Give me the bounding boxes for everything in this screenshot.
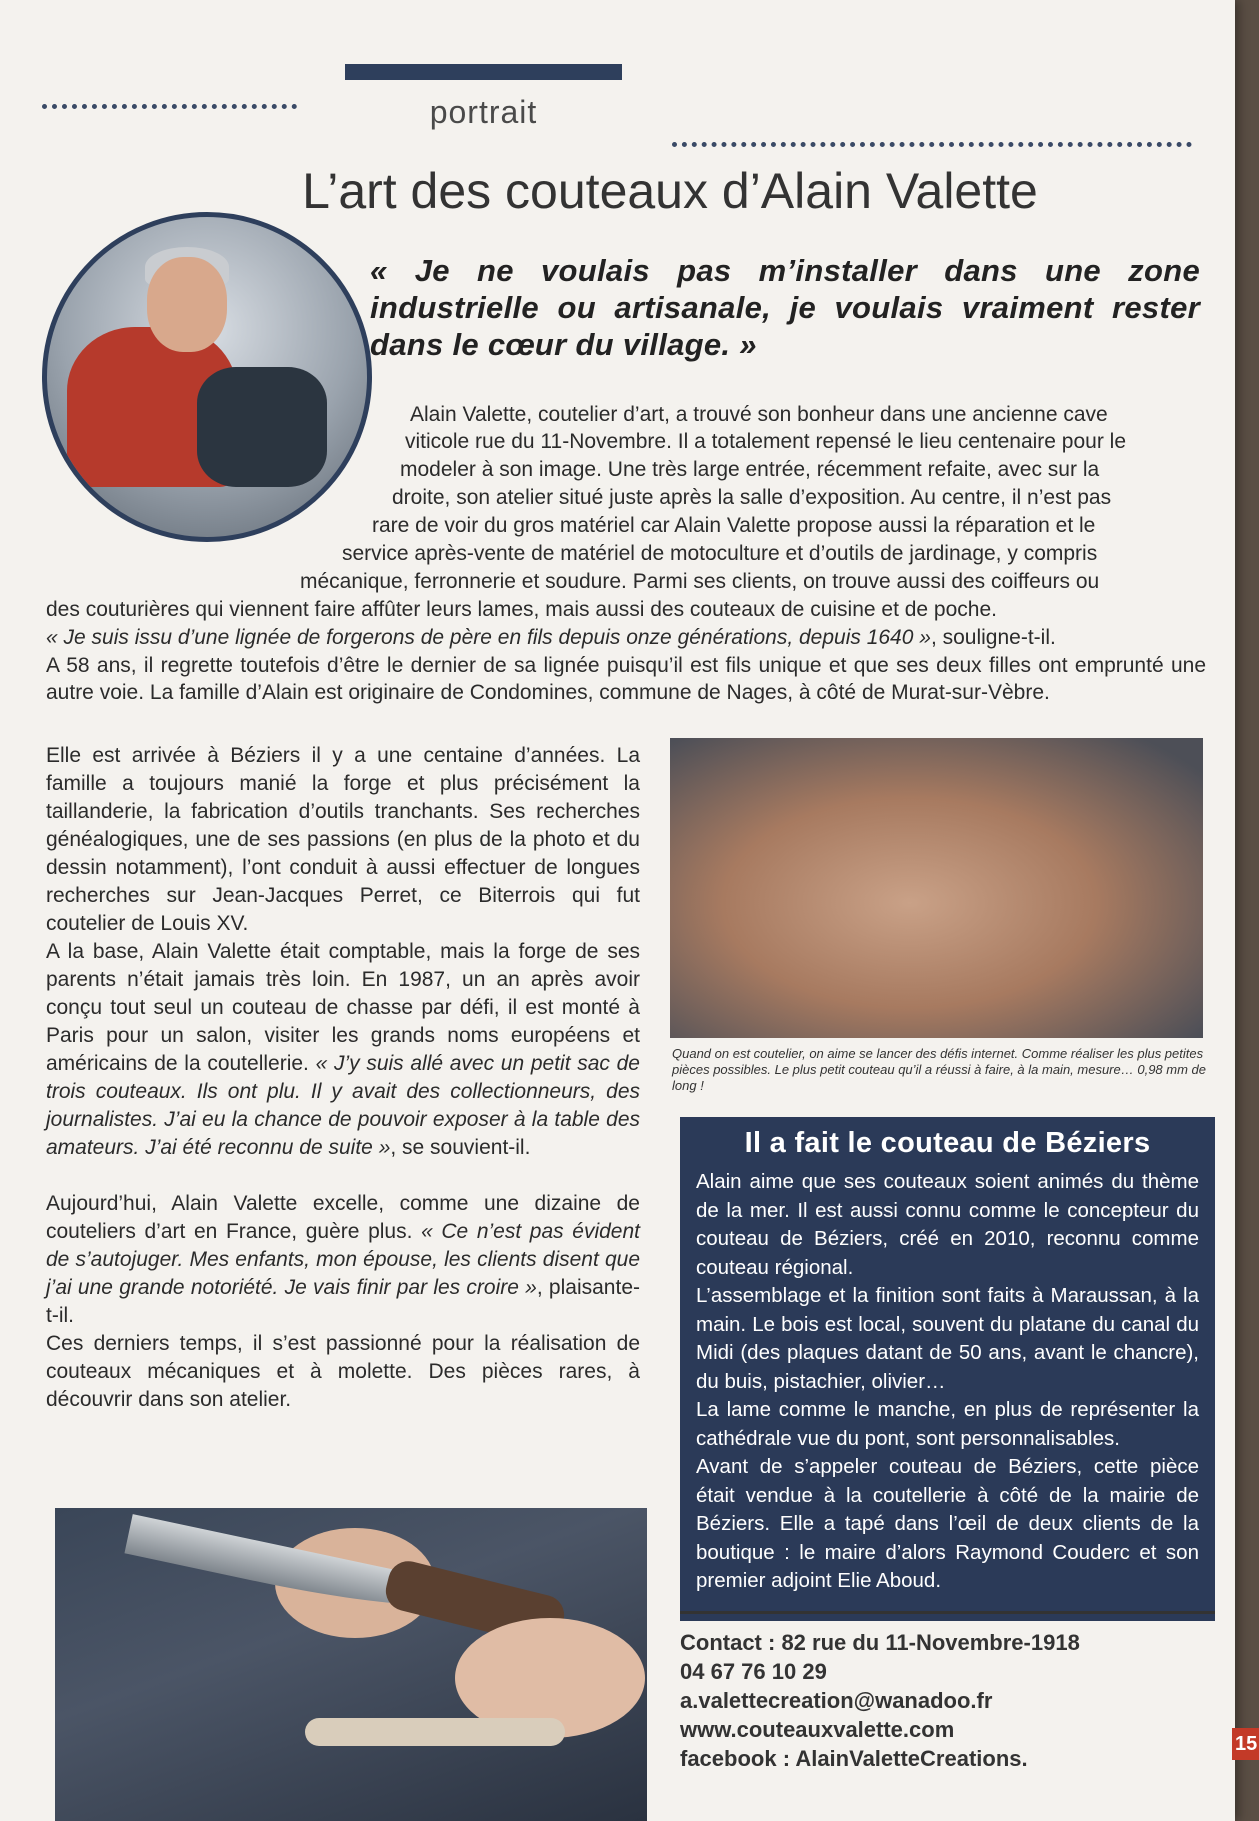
paragraph: Elle est arrivée à Béziers il y a une centaine d’années. La famille a toujours manié la forge et plus précisément la taillanderie, la fabrication d’outils tranchants. Ses recherches généalogiques, une de ses passions (en plus de la photo et du dessin notamment), l’ont conduit à aussi effectuer de longues recherches sur Jean-Jacques Perret, ce Biterrois qui fut coutelier de Louis XV.: [46, 744, 640, 935]
paragraph: A la base, Alain Valette était comptable, mais la forge de ses parents n’était jamais très loin. En 1987, un an après avoir conçu tout seul un couteau de chasse par défi, il est monté à Paris pour un salon, visiter les grands noms européens et américains de la coutellerie. « J’y suis allé avec un petit sac de trois couteaux. Ils ont plu. Il y avait des collectionneurs, des journalistes. J’ai eu la chance de pouvoir exposer à la table des amateurs. J’ai été reconnu de suite », se souvient-il.: [46, 940, 640, 1159]
article-title: L’art des couteaux d’Alain Valette: [302, 163, 1038, 219]
dotted-rule-right: [672, 142, 1192, 147]
sidebar-paragraph: Avant de s’appeler couteau de Béziers, cette pièce était vendue à la coutellerie à côté de la mairie de Béziers. Elle a tapé dans l’œil de deux clients de la boutique : le maire d’alors Raymond Couderc et son premier adjoint Elie Aboud.: [696, 1455, 1199, 1592]
intro-line: modeler à son image. Une très large entrée, récemment refaite, avec sur la: [400, 458, 1100, 481]
intro-line: droite, son atelier situé juste après la salle d’exposition. Au centre, il n’est pas: [392, 486, 1112, 509]
sidebar-title: Il a fait le couteau de Béziers: [744, 1127, 1151, 1159]
intro-line: viticole rue du 11-Novembre. Il a totalement repensé le lieu centenaire pour le: [405, 430, 1127, 453]
contact-facebook: facebook : AlainValetteCreations.: [680, 1746, 1028, 1771]
sidebar-paragraph: La lame comme le manche, en plus de représenter la cathédrale vue du pont, sont personnalisables.: [696, 1398, 1199, 1450]
section-label: portrait: [429, 94, 538, 130]
paragraph: Ces derniers temps, il s’est passionné pour la réalisation de couteaux mécaniques et à molette. Des pièces rares, à découvrir dans son atelier.: [46, 1332, 640, 1411]
photo-caption: Quand on est coutelier, on aime se lancer des défis internet. Comme réaliser les plus petites pièces possibles. Le plus petit couteau qu’il a réussi à faire, à la main, mesure… 0,98 mm de long !: [672, 1046, 1206, 1093]
contact-website: www.couteauxvalette.com: [680, 1717, 955, 1742]
intro-line: mécanique, ferronnerie et soudure. Parmi ses clients, on trouve aussi des coiffeurs ou: [300, 570, 1100, 593]
intro-rest: A 58 ans, il regrette toutefois d’être le dernier de sa lignée puisqu’il est fils unique et que ses deux filles ont emprunté une autre voie. La famille d’Alain est originaire de Condomines, commune de Nages, à côté de Murat-sur-Vèbre.: [46, 654, 1206, 704]
intro-quote-line: « Je suis issu d’une lignée de forgerons de père en fils depuis onze générations, depuis 1640 », souligne-t-il.: [46, 626, 1056, 649]
left-column: [46, 742, 640, 1414]
contact-rule: [680, 1611, 1215, 1614]
pull-quote: « Je ne voulais pas m’installer dans une zone industrielle ou artisanale, je voulais vraiment rester dans le cœur du village. »: [370, 253, 1200, 362]
contact-block: [680, 1628, 1080, 1773]
contact-email: a.valettecreation@wanadoo.fr: [680, 1688, 993, 1713]
contact-phone: 04 67 76 10 29: [680, 1659, 827, 1684]
intro-line: des couturières qui viennent faire affûter leurs lames, mais aussi des couteaux de cuisine et de poche.: [46, 598, 997, 621]
page-number: 15: [1232, 1728, 1259, 1760]
intro-line: service après-vente de matériel de motoculture et d’outils de jardinage, y compris: [342, 542, 1098, 565]
sidebar-paragraph: Alain aime que ses couteaux soient animés du thème de la mer. Il est aussi connu comme le concepteur du couteau de Béziers, créé en 2010, reconnu comme couteau régional.: [696, 1170, 1199, 1279]
paragraph: Aujourd’hui, Alain Valette excelle, comme une dizaine de couteliers d’art en France, guère plus. « Ce n’est pas évident de s’autojuger. Mes enfants, mon épouse, les clients disent que j’ai une grande notoriété. Je vais finir par les croire », plaisante-t-il.: [46, 1192, 640, 1327]
intro-line: rare de voir du gros matériel car Alain Valette propose aussi la réparation et le: [372, 514, 1096, 537]
contact-address: Contact : 82 rue du 11-Novembre-1918: [680, 1630, 1080, 1655]
section-bar: [345, 64, 622, 80]
miniature-knives-photo: [670, 738, 1203, 1038]
portrait-photo: [42, 212, 372, 542]
sidebar-box: [680, 1117, 1215, 1621]
knife-craft-photo: [55, 1508, 647, 1821]
dotted-rule-left: [42, 104, 297, 109]
sidebar-paragraph: L’assemblage et la finition sont faits à Maraussan, à la main. Le bois est local, souvent du platane du canal du Midi (des plaques datant de 50 ans, avant le chancre), du buis, pistachier, olivier…: [696, 1284, 1199, 1393]
intro-line: Alain Valette, coutelier d’art, a trouvé son bonheur dans une ancienne cave: [410, 403, 1108, 426]
